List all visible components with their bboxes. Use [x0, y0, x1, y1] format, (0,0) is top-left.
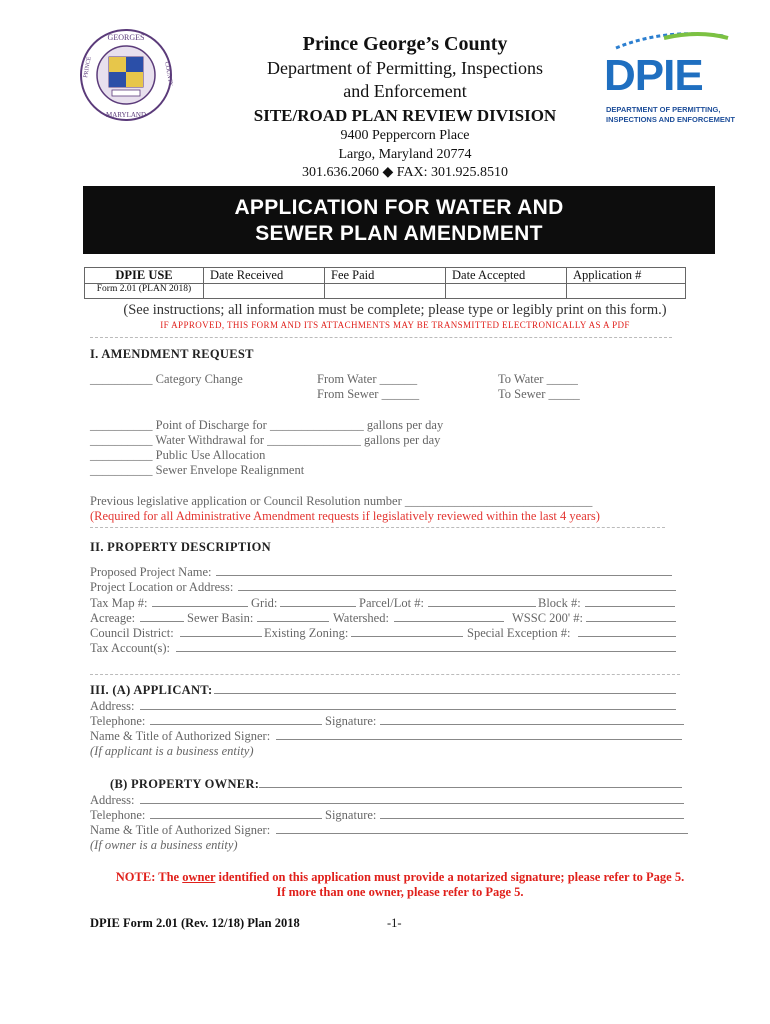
date-received-header: Date Received: [204, 268, 325, 284]
from-water-field[interactable]: From Water ______: [317, 372, 418, 386]
owner-telephone-input[interactable]: [150, 808, 322, 819]
tax-account-input[interactable]: [176, 641, 676, 652]
to-sewer-field[interactable]: To Sewer _____: [498, 387, 580, 401]
dpie-logo: [604, 26, 734, 126]
divider: [90, 337, 672, 338]
point-of-discharge-field[interactable]: __________ Point of Discharge for _______________ gallons per day: [90, 418, 444, 432]
owner-signature-label: Signature:: [325, 808, 377, 822]
dpie-use-label: DPIE USE: [85, 268, 204, 284]
owner-notarization-note: NOTE: The owner identified on this application must provide a notarized signature; please refer to Page 5.: [115, 870, 685, 884]
page-number: -1-: [387, 916, 402, 930]
seal-bottom-text: MARYLAND: [105, 111, 147, 119]
tax-account-label: Tax Account(s):: [90, 641, 171, 655]
watershed-label: Watershed:: [333, 611, 389, 625]
required-note: (Required for all Administrative Amendment requests if legislatively reviewed within the last 4 years): [90, 509, 600, 523]
applicant-address-label: Address:: [90, 699, 135, 713]
county-seal: [79, 28, 173, 122]
seal-top-text: GEORGES: [107, 33, 145, 42]
owner-signer-label: Name & Title of Authorized Signer:: [90, 823, 271, 837]
fee-paid-field[interactable]: [325, 284, 446, 299]
seal-left-text: PRINCE: [83, 56, 93, 79]
owner-telephone-label: Telephone:: [90, 808, 146, 822]
wssc-input[interactable]: [586, 611, 676, 622]
parcel-input[interactable]: [428, 596, 536, 607]
applicant-input[interactable]: [214, 683, 676, 694]
transmit-note: IF APPROVED, THIS FORM AND ITS ATTACHMENTS MAY BE TRANSMITTED ELECTRONICALLY AS A PDF: [160, 320, 630, 330]
project-name-input[interactable]: [216, 565, 672, 576]
applicant-signature-input[interactable]: [380, 714, 684, 725]
form-title-banner: [83, 186, 715, 254]
grid-input[interactable]: [280, 596, 356, 607]
project-location-label: Project Location or Address:: [90, 580, 234, 594]
date-received-field[interactable]: [204, 284, 325, 299]
logo-subtitle-2: INSPECTIONS AND ENFORCEMENT: [606, 115, 735, 124]
existing-zoning-label: Existing Zoning:: [264, 626, 349, 640]
section-1-heading: I. AMENDMENT REQUEST: [90, 347, 254, 361]
department-line2: and Enforcement: [343, 81, 467, 101]
owner-business-note: (If owner is a business entity): [90, 838, 238, 852]
application-number-field[interactable]: [567, 284, 686, 299]
sewer-basin-input[interactable]: [257, 611, 329, 622]
section-3b-heading: (B) PROPERTY OWNER:: [110, 777, 260, 791]
division-name: SITE/ROAD PLAN REVIEW DIVISION: [253, 106, 557, 125]
special-exception-label: Special Exception #:: [467, 626, 571, 640]
address-line1: 9400 Peppercorn Place: [340, 128, 470, 143]
previous-application-field[interactable]: Previous legislative application or Council Resolution number ______________________________: [90, 494, 593, 508]
block-label: Block #:: [538, 596, 581, 610]
logo-subtitle-1: DEPARTMENT OF PERMITTING,: [606, 105, 721, 114]
to-water-field[interactable]: To Water _____: [498, 372, 578, 386]
watershed-input[interactable]: [394, 611, 504, 622]
council-district-label: Council District:: [90, 626, 174, 640]
acreage-input[interactable]: [140, 611, 184, 622]
applicant-signature-label: Signature:: [325, 714, 377, 728]
seal-right-text: COUNTY: [163, 61, 173, 87]
applicant-signer-input[interactable]: [276, 729, 682, 740]
divider: [90, 674, 680, 675]
from-sewer-field[interactable]: From Sewer ______: [317, 387, 420, 401]
applicant-business-note: (If applicant is a business entity): [90, 744, 254, 758]
instructions: (See instructions; all information must be complete; please type or legibly print on this form.): [123, 302, 667, 318]
parcel-label: Parcel/Lot #:: [359, 596, 424, 610]
owner-address-label: Address:: [90, 793, 135, 807]
owner-signature-input[interactable]: [380, 808, 684, 819]
date-accepted-header: Date Accepted: [446, 268, 567, 284]
date-accepted-field[interactable]: [446, 284, 567, 299]
address-line2: Largo, Maryland 20774: [338, 147, 472, 162]
footer-form-number: DPIE Form 2.01 (Rev. 12/18) Plan 2018: [90, 916, 300, 930]
block-input[interactable]: [585, 596, 675, 607]
grid-label: Grid:: [251, 596, 278, 610]
owner-address-input[interactable]: [140, 793, 684, 804]
public-use-allocation-field[interactable]: __________ Public Use Allocation: [90, 448, 266, 462]
multiple-owners-note: If more than one owner, please refer to Page 5.: [276, 885, 524, 899]
form-number: Form 2.01 (PLAN 2018): [85, 284, 204, 299]
phone-fax: 301.636.2060 ◆ FAX: 301.925.8510: [301, 165, 509, 180]
tax-map-input[interactable]: [152, 596, 248, 607]
owner-signer-input[interactable]: [276, 823, 688, 834]
form-title-line2: SEWER PLAN AMENDMENT: [255, 222, 543, 245]
section-2-heading: II. PROPERTY DESCRIPTION: [90, 540, 271, 554]
existing-zoning-input[interactable]: [351, 626, 463, 637]
council-district-input[interactable]: [180, 626, 262, 637]
owner-input[interactable]: [259, 777, 682, 788]
project-location-input[interactable]: [238, 580, 676, 591]
section-3a-heading: III. (A) APPLICANT:: [90, 683, 213, 697]
sewer-envelope-field[interactable]: __________ Sewer Envelope Realignment: [90, 463, 305, 477]
dpie-use-table: [84, 267, 686, 299]
special-exception-input[interactable]: [578, 626, 676, 637]
water-withdrawal-field[interactable]: __________ Water Withdrawal for _______________ gallons per day: [90, 433, 441, 447]
applicant-address-input[interactable]: [140, 699, 676, 710]
applicant-signer-label: Name & Title of Authorized Signer:: [90, 729, 271, 743]
acreage-label: Acreage:: [90, 611, 136, 625]
tax-map-label: Tax Map #:: [90, 596, 148, 610]
fee-paid-header: Fee Paid: [325, 268, 446, 284]
divider: [90, 527, 665, 528]
applicant-telephone-input[interactable]: [150, 714, 322, 725]
project-name-label: Proposed Project Name:: [90, 565, 212, 579]
sewer-basin-label: Sewer Basin:: [187, 611, 254, 625]
department-line1: Department of Permitting, Inspections: [267, 58, 543, 78]
applicant-telephone-label: Telephone:: [90, 714, 146, 728]
application-number-header: Application #: [567, 268, 686, 284]
owner-word: owner: [182, 870, 216, 884]
logo-text: DPIE: [604, 51, 703, 100]
wssc-label: WSSC 200' #:: [512, 611, 584, 625]
form-title-line1: APPLICATION FOR WATER AND: [234, 196, 564, 219]
county-name: Prince George’s County: [302, 33, 508, 55]
category-change-field[interactable]: __________ Category Change: [90, 372, 243, 386]
